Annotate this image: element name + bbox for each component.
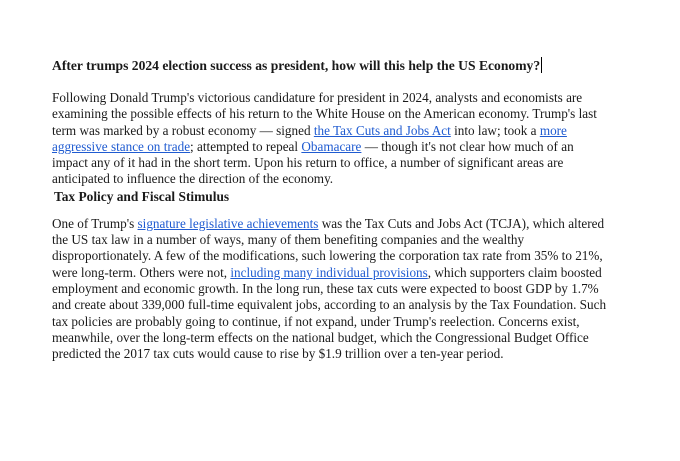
trade-stance-link[interactable]: more aggressive stance on trade	[52, 122, 567, 154]
section-text-3: , which supporters claim boosted employment and economic growth. In the long run, these tax cuts were expected to boost GDP by 1.7% and create about 339,000 full-time equivalent jobs, according to an analysis by the Tax Foundation. Such tax policies are probably going to continue, if not expand, under Trump's reelection. Concerns exist, meanwhile, over the long-term effects on the national budget, which the Congressional Budget Office predicted the 2017 tax cuts would cause to rise by $1.9 trillion over a ten-year period.	[52, 264, 607, 362]
document-title-text: After trumps 2024 election success as president, how will this help the US Economy?	[52, 58, 541, 73]
section-heading: Tax Policy and Fiscal Stimulus	[54, 188, 230, 204]
intro-text-1: Following Donald Trump's victorious candidature for president in 2024, analysts and economists are examining the possible effects of his return to the White House on the American economy. Trump's last term was marked by a robust economy — signed	[52, 90, 597, 138]
text-cursor	[541, 57, 542, 73]
legislative-achievements-link[interactable]: signature legislative achievements	[137, 215, 319, 231]
tax-policy-paragraph	[52, 216, 612, 363]
section-text-1: One of Trump's	[52, 215, 138, 231]
document-title	[52, 57, 612, 75]
intro-text-2: into law; took a	[450, 122, 540, 138]
intro-text-3: ; attempted to repeal	[190, 138, 302, 154]
tcja-link[interactable]: the Tax Cuts and Jobs Act	[313, 122, 451, 138]
intro-text-4: — though it's not clear how much of an impact any of it had in the short term. Upon his return to office, a number of significant areas are anticipated to influence the direction of the economy.	[52, 138, 574, 187]
obamacare-link[interactable]: Obamacare	[301, 138, 362, 154]
section-text-2: was the Tax Cuts and Jobs Act (TCJA), which altered the US tax law in a number of ways, many of them benefiting companies and the wealthy disproportionately. A few of the modifications, such lowering the corporation tax rate from 35% to 21%, were long-term. Others were not,	[52, 215, 605, 280]
intro-paragraph	[52, 90, 612, 188]
individual-provisions-link[interactable]: including many individual provisions	[230, 264, 428, 280]
document-page	[52, 57, 612, 362]
